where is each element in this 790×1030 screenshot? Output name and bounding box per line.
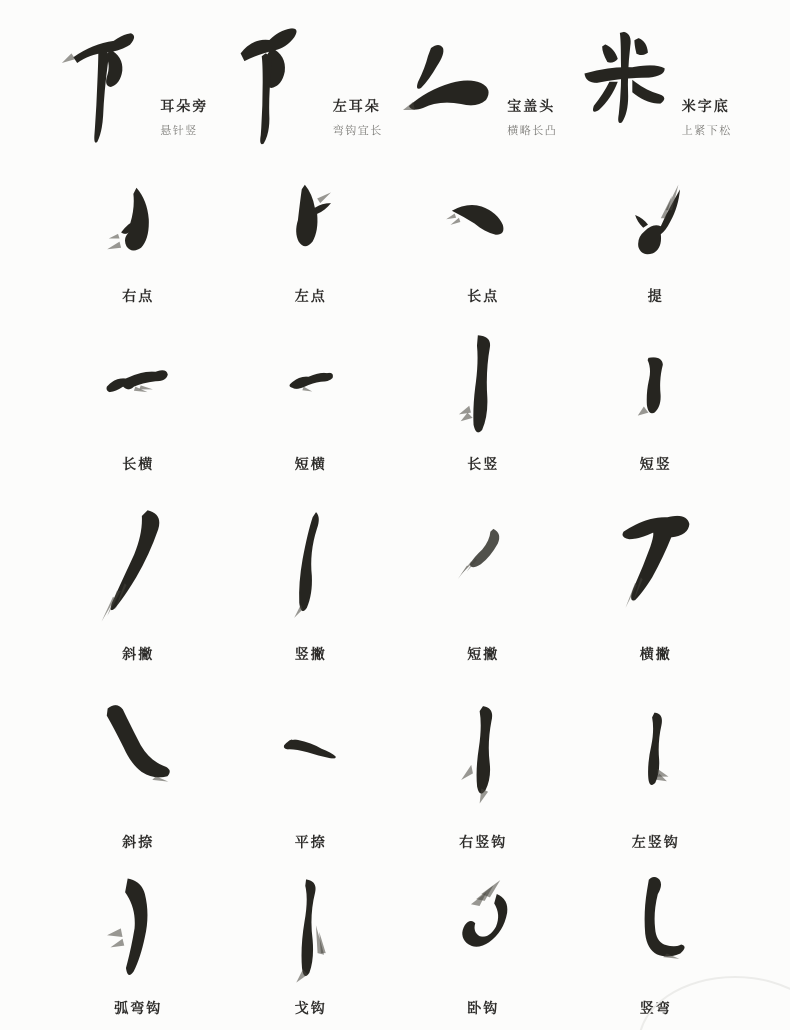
- stroke-cell-long-horizontal: [52, 318, 225, 486]
- stroke-cell-horizontal-left-falling: [570, 486, 743, 676]
- roof-radical-glyph: [401, 16, 501, 158]
- glyph-box: [570, 168, 743, 286]
- flat-right-falling-stroke-glyph: [247, 716, 375, 792]
- short-left-falling-stroke-glyph: [437, 517, 529, 613]
- radicals-row: [0, 0, 790, 168]
- stroke-cell-long-dot: [397, 168, 570, 318]
- stroke-label: 竖撇: [294, 646, 327, 662]
- radical-sublabel: 弯钩宜长: [332, 125, 383, 137]
- stroke-cell-right-dot: [52, 168, 225, 318]
- stroke-cell-right-vertical-hook: [397, 676, 570, 864]
- stroke-label: 短竖: [639, 456, 672, 472]
- long-vertical-stroke-glyph: [440, 323, 526, 449]
- lying-hook-stroke-glyph: [427, 875, 539, 987]
- radical-cell-roof: [397, 0, 570, 168]
- stroke-label: 短撇: [467, 646, 500, 662]
- left-dot-stroke-glyph: [267, 177, 355, 277]
- slant-hook-stroke-glyph: [270, 866, 352, 996]
- horizontal-left-falling-stroke-glyph: [604, 503, 708, 627]
- stroke-cell-short-horizontal: [225, 318, 398, 486]
- glyph-box: [570, 318, 743, 454]
- radical-sublabel: 悬针竖: [160, 125, 198, 137]
- long-horizontal-stroke-glyph: [71, 342, 205, 430]
- glyph-box: [397, 318, 570, 454]
- stroke-label: 斜捺: [122, 834, 155, 850]
- slant-left-falling-stroke-glyph: [90, 499, 186, 631]
- stroke-cell-rising-stroke: [570, 168, 743, 318]
- radical-cell-rice-bottom: [570, 0, 743, 168]
- stroke-cell-long-vertical: [397, 318, 570, 486]
- stroke-cell-short-left-falling: [397, 486, 570, 676]
- stroke-label: 弧弯钩: [114, 1000, 163, 1016]
- stroke-label: 右竖钩: [459, 834, 508, 850]
- stroke-cell-flat-right-falling: [225, 676, 398, 864]
- stroke-cell-vertical-left-falling: [225, 486, 398, 676]
- glyph-box: [52, 676, 225, 832]
- stroke-cell-left-dot: [225, 168, 398, 318]
- radical-label: 左耳朵: [332, 98, 381, 114]
- stroke-label: 提: [647, 288, 664, 304]
- stroke-label: 长点: [467, 288, 500, 304]
- stroke-cell-slant-left-falling: [52, 486, 225, 676]
- stroke-label: 右点: [122, 288, 155, 304]
- arc-bend-hook-stroke-glyph: [95, 871, 181, 991]
- radical-sublabel: 横略长凸: [507, 125, 558, 137]
- radical-cell-left-ear: [225, 0, 398, 168]
- glyph-box: [52, 486, 225, 644]
- radical-sublabel: 上紧下松: [681, 125, 732, 137]
- stroke-cell-lying-hook: [397, 864, 570, 1030]
- stroke-cell-left-vertical-hook: [570, 676, 743, 864]
- radical-label: 宝盖头: [507, 98, 556, 114]
- radical-label: 米字底: [681, 98, 730, 114]
- stroke-label: 卧钩: [467, 1000, 500, 1016]
- rising-stroke-glyph: [610, 175, 702, 279]
- glyph-box: [52, 318, 225, 454]
- stroke-cell-short-vertical: [570, 318, 743, 486]
- strokes-row-dots: [0, 168, 790, 318]
- strokes-row-na-gou: [0, 676, 790, 864]
- glyph-box: [225, 318, 398, 454]
- short-vertical-stroke-glyph: [618, 336, 694, 436]
- stroke-label: 平捺: [294, 834, 327, 850]
- vertical-left-falling-stroke-glyph: [269, 496, 353, 634]
- rice-bottom-radical-glyph: [572, 16, 676, 158]
- glyph-box: [397, 486, 570, 644]
- left-vertical-hook-stroke-glyph: [617, 695, 695, 813]
- strokes-row-heng-shu: [0, 318, 790, 486]
- right-dot-stroke-glyph: [94, 177, 182, 277]
- glyph-box: [397, 864, 570, 998]
- glyph-box: [570, 486, 743, 644]
- stroke-cell-slant-hook: [225, 864, 398, 1030]
- stroke-label: 竖弯: [639, 1000, 672, 1016]
- slant-right-falling-stroke-glyph: [80, 696, 196, 812]
- stroke-label: 左竖钩: [631, 834, 680, 850]
- vertical-bend-stroke-glyph: [611, 872, 701, 990]
- stroke-label: 戈钩: [294, 1000, 327, 1016]
- stroke-cell-arc-bend-hook: [52, 864, 225, 1030]
- glyph-box: [225, 168, 398, 286]
- glyph-box: [225, 486, 398, 644]
- stroke-label: 长横: [122, 456, 155, 472]
- radical-cell-right-ear: [52, 0, 225, 168]
- long-dot-stroke-glyph: [428, 181, 538, 273]
- stroke-label: 左点: [294, 288, 327, 304]
- glyph-box: [570, 676, 743, 832]
- right-vertical-hook-stroke-glyph: [441, 692, 525, 816]
- glyph-box: [225, 864, 398, 998]
- stroke-cell-slant-right-falling: [52, 676, 225, 864]
- radical-label: 耳朵旁: [160, 98, 209, 114]
- short-horizontal-stroke-glyph: [259, 346, 363, 426]
- glyph-box: [52, 168, 225, 286]
- stroke-label: 长竖: [467, 456, 500, 472]
- stroke-label: 短横: [294, 456, 327, 472]
- stroke-label: 斜撇: [122, 646, 155, 662]
- glyph-box: [397, 168, 570, 286]
- glyph-box: [52, 864, 225, 998]
- strokes-row-pie: [0, 486, 790, 676]
- stroke-label: 横撇: [639, 646, 672, 662]
- glyph-box: [397, 676, 570, 832]
- left-ear-radical-glyph: [231, 16, 327, 158]
- glyph-box: [225, 676, 398, 832]
- right-ear-radical-glyph: [58, 16, 154, 158]
